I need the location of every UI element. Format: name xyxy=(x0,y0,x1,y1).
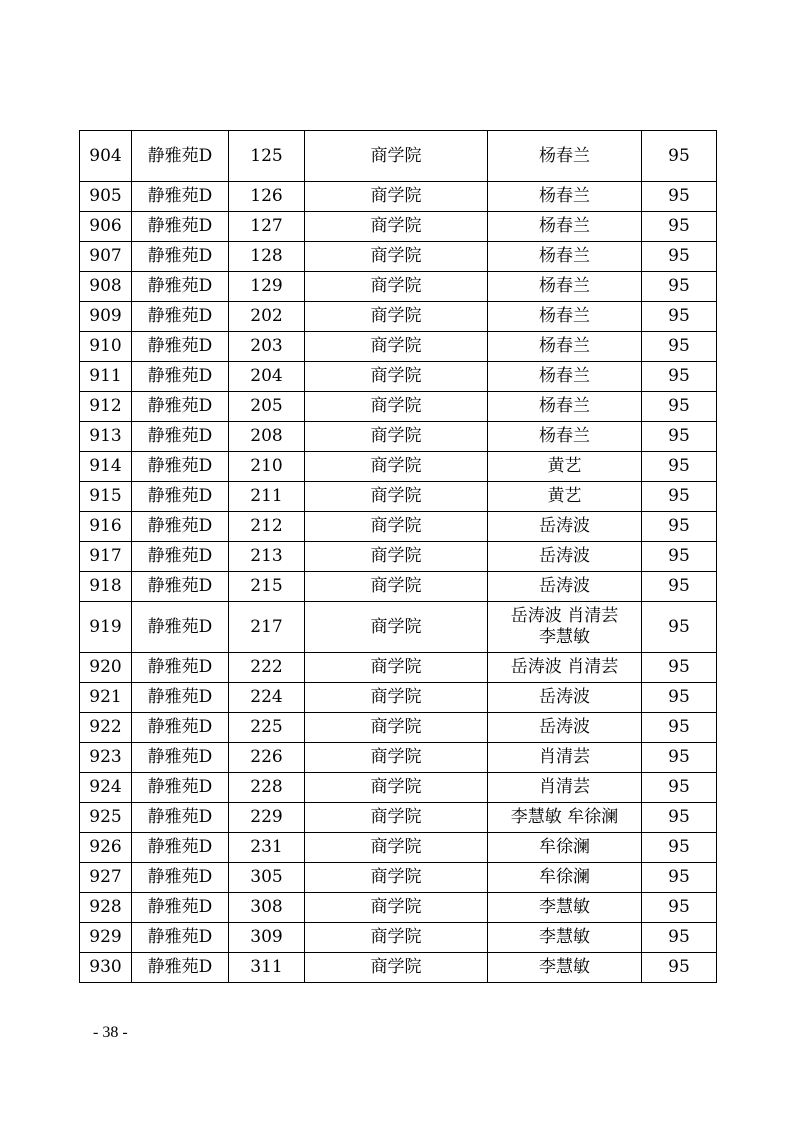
college-cell: 商学院 xyxy=(305,602,488,653)
score-cell: 95 xyxy=(642,743,717,773)
room-cell: 215 xyxy=(229,572,305,602)
row-number-cell: 914 xyxy=(80,452,132,482)
building-cell: 静雅苑D xyxy=(132,242,229,272)
row-number-cell: 924 xyxy=(80,773,132,803)
teacher-cell: 杨春兰 xyxy=(488,392,642,422)
table-row xyxy=(80,602,717,653)
room-cell: 208 xyxy=(229,422,305,452)
college-cell: 商学院 xyxy=(305,512,488,542)
row-number-cell: 929 xyxy=(80,923,132,953)
building-cell: 静雅苑D xyxy=(132,953,229,983)
score-cell: 95 xyxy=(642,953,717,983)
room-cell: 205 xyxy=(229,392,305,422)
table-row xyxy=(80,953,717,983)
building-cell: 静雅苑D xyxy=(132,743,229,773)
room-cell: 202 xyxy=(229,302,305,332)
room-cell: 212 xyxy=(229,512,305,542)
score-cell: 95 xyxy=(642,653,717,683)
teacher-cell: 杨春兰 xyxy=(488,242,642,272)
score-cell: 95 xyxy=(642,242,717,272)
table-row xyxy=(80,272,717,302)
table-row xyxy=(80,803,717,833)
college-cell: 商学院 xyxy=(305,743,488,773)
college-cell: 商学院 xyxy=(305,803,488,833)
score-cell: 95 xyxy=(642,773,717,803)
teacher-cell: 牟徐澜 xyxy=(488,833,642,863)
score-cell: 95 xyxy=(642,602,717,653)
row-number-cell: 922 xyxy=(80,713,132,743)
table-row xyxy=(80,482,717,512)
teacher-cell: 李慧敏 牟徐澜 xyxy=(488,803,642,833)
row-number-cell: 904 xyxy=(80,131,132,182)
table-row xyxy=(80,392,717,422)
score-cell: 95 xyxy=(642,422,717,452)
building-cell: 静雅苑D xyxy=(132,212,229,242)
building-cell: 静雅苑D xyxy=(132,863,229,893)
college-cell: 商学院 xyxy=(305,422,488,452)
building-cell: 静雅苑D xyxy=(132,332,229,362)
college-cell: 商学院 xyxy=(305,773,488,803)
college-cell: 商学院 xyxy=(305,863,488,893)
room-cell: 213 xyxy=(229,542,305,572)
room-cell: 125 xyxy=(229,131,305,182)
table-row xyxy=(80,653,717,683)
building-cell: 静雅苑D xyxy=(132,482,229,512)
row-number-cell: 917 xyxy=(80,542,132,572)
row-number-cell: 910 xyxy=(80,332,132,362)
teacher-cell: 肖清芸 xyxy=(488,773,642,803)
college-cell: 商学院 xyxy=(305,302,488,332)
room-cell: 204 xyxy=(229,362,305,392)
building-cell: 静雅苑D xyxy=(132,302,229,332)
table-row xyxy=(80,893,717,923)
table-row xyxy=(80,683,717,713)
room-cell: 226 xyxy=(229,743,305,773)
table-body xyxy=(80,131,717,983)
teacher-cell: 杨春兰 xyxy=(488,332,642,362)
building-cell: 静雅苑D xyxy=(132,272,229,302)
score-cell: 95 xyxy=(642,272,717,302)
table-row xyxy=(80,422,717,452)
room-cell: 210 xyxy=(229,452,305,482)
room-cell: 229 xyxy=(229,803,305,833)
building-cell: 静雅苑D xyxy=(132,542,229,572)
teacher-cell: 李慧敏 xyxy=(488,923,642,953)
room-cell: 311 xyxy=(229,953,305,983)
college-cell: 商学院 xyxy=(305,242,488,272)
row-number-cell: 911 xyxy=(80,362,132,392)
row-number-cell: 920 xyxy=(80,653,132,683)
college-cell: 商学院 xyxy=(305,332,488,362)
teacher-line: 岳涛波 肖清芸 xyxy=(510,606,619,626)
college-cell: 商学院 xyxy=(305,572,488,602)
score-cell: 95 xyxy=(642,131,717,182)
teacher-cell: 杨春兰 xyxy=(488,362,642,392)
table-row xyxy=(80,743,717,773)
teacher-cell: 岳涛波 xyxy=(488,713,642,743)
room-cell: 309 xyxy=(229,923,305,953)
row-number-cell: 928 xyxy=(80,893,132,923)
score-cell: 95 xyxy=(642,572,717,602)
row-number-cell: 919 xyxy=(80,602,132,653)
table-row xyxy=(80,833,717,863)
college-cell: 商学院 xyxy=(305,683,488,713)
table-row xyxy=(80,131,717,182)
row-number-cell: 908 xyxy=(80,272,132,302)
table-row xyxy=(80,773,717,803)
teacher-cell: 李慧敏 xyxy=(488,953,642,983)
table-row xyxy=(80,542,717,572)
college-cell: 商学院 xyxy=(305,182,488,212)
score-cell: 95 xyxy=(642,362,717,392)
score-cell: 95 xyxy=(642,452,717,482)
teacher-cell: 黄艺 xyxy=(488,452,642,482)
room-cell: 129 xyxy=(229,272,305,302)
building-cell: 静雅苑D xyxy=(132,182,229,212)
college-cell: 商学院 xyxy=(305,923,488,953)
table-row xyxy=(80,863,717,893)
teacher-cell: 杨春兰 xyxy=(488,212,642,242)
college-cell: 商学院 xyxy=(305,212,488,242)
teacher-cell: 岳涛波 xyxy=(488,542,642,572)
row-number-cell: 905 xyxy=(80,182,132,212)
row-number-cell: 925 xyxy=(80,803,132,833)
teacher-cell: 黄艺 xyxy=(488,482,642,512)
college-cell: 商学院 xyxy=(305,392,488,422)
teacher-line: 李慧敏 xyxy=(539,627,590,647)
teacher-cell: 杨春兰 xyxy=(488,272,642,302)
row-number-cell: 906 xyxy=(80,212,132,242)
building-cell: 静雅苑D xyxy=(132,512,229,542)
row-number-cell: 916 xyxy=(80,512,132,542)
row-number-cell: 923 xyxy=(80,743,132,773)
table-row xyxy=(80,182,717,212)
college-cell: 商学院 xyxy=(305,893,488,923)
table-row xyxy=(80,512,717,542)
college-cell: 商学院 xyxy=(305,482,488,512)
college-cell: 商学院 xyxy=(305,953,488,983)
teacher-cell: 岳涛波 肖清芸 xyxy=(488,653,642,683)
building-cell: 静雅苑D xyxy=(132,653,229,683)
row-number-cell: 930 xyxy=(80,953,132,983)
teacher-cell: 肖清芸 xyxy=(488,743,642,773)
table-row xyxy=(80,923,717,953)
teacher-cell: 李慧敏 xyxy=(488,893,642,923)
building-cell: 静雅苑D xyxy=(132,392,229,422)
room-cell: 128 xyxy=(229,242,305,272)
room-cell: 203 xyxy=(229,332,305,362)
college-cell: 商学院 xyxy=(305,713,488,743)
building-cell: 静雅苑D xyxy=(132,893,229,923)
row-number-cell: 918 xyxy=(80,572,132,602)
room-cell: 126 xyxy=(229,182,305,212)
row-number-cell: 927 xyxy=(80,863,132,893)
room-cell: 211 xyxy=(229,482,305,512)
teacher-cell: 岳涛波 xyxy=(488,512,642,542)
college-cell: 商学院 xyxy=(305,362,488,392)
college-cell: 商学院 xyxy=(305,131,488,182)
table-row xyxy=(80,302,717,332)
score-cell: 95 xyxy=(642,512,717,542)
row-number-cell: 913 xyxy=(80,422,132,452)
score-cell: 95 xyxy=(642,182,717,212)
building-cell: 静雅苑D xyxy=(132,833,229,863)
row-number-cell: 926 xyxy=(80,833,132,863)
score-cell: 95 xyxy=(642,212,717,242)
building-cell: 静雅苑D xyxy=(132,713,229,743)
room-cell: 228 xyxy=(229,773,305,803)
row-number-cell: 921 xyxy=(80,683,132,713)
score-cell: 95 xyxy=(642,302,717,332)
score-cell: 95 xyxy=(642,713,717,743)
college-cell: 商学院 xyxy=(305,833,488,863)
score-cell: 95 xyxy=(642,332,717,362)
teacher-cell: 杨春兰 xyxy=(488,302,642,332)
teacher-cell: 杨春兰 xyxy=(488,422,642,452)
teacher-cell: 岳涛波 xyxy=(488,683,642,713)
teacher-cell: 牟徐澜 xyxy=(488,863,642,893)
table-row xyxy=(80,713,717,743)
building-cell: 静雅苑D xyxy=(132,803,229,833)
teacher-cell: 杨春兰 xyxy=(488,182,642,212)
teacher-cell xyxy=(488,602,642,653)
college-cell: 商学院 xyxy=(305,272,488,302)
college-cell: 商学院 xyxy=(305,452,488,482)
table-row xyxy=(80,242,717,272)
room-cell: 225 xyxy=(229,713,305,743)
teacher-cell: 岳涛波 xyxy=(488,572,642,602)
table-row xyxy=(80,362,717,392)
room-cell: 127 xyxy=(229,212,305,242)
score-cell: 95 xyxy=(642,833,717,863)
room-cell: 222 xyxy=(229,653,305,683)
row-number-cell: 909 xyxy=(80,302,132,332)
building-cell: 静雅苑D xyxy=(132,923,229,953)
score-cell: 95 xyxy=(642,803,717,833)
college-cell: 商学院 xyxy=(305,653,488,683)
building-cell: 静雅苑D xyxy=(132,572,229,602)
score-cell: 95 xyxy=(642,392,717,422)
score-cell: 95 xyxy=(642,482,717,512)
row-number-cell: 915 xyxy=(80,482,132,512)
building-cell: 静雅苑D xyxy=(132,362,229,392)
row-number-cell: 907 xyxy=(80,242,132,272)
room-cell: 231 xyxy=(229,833,305,863)
row-number-cell: 912 xyxy=(80,392,132,422)
building-cell: 静雅苑D xyxy=(132,131,229,182)
dormitory-table xyxy=(79,130,717,983)
room-cell: 224 xyxy=(229,683,305,713)
building-cell: 静雅苑D xyxy=(132,683,229,713)
building-cell: 静雅苑D xyxy=(132,452,229,482)
building-cell: 静雅苑D xyxy=(132,422,229,452)
score-cell: 95 xyxy=(642,542,717,572)
college-cell: 商学院 xyxy=(305,542,488,572)
room-cell: 308 xyxy=(229,893,305,923)
building-cell: 静雅苑D xyxy=(132,602,229,653)
room-cell: 217 xyxy=(229,602,305,653)
table-row xyxy=(80,452,717,482)
score-cell: 95 xyxy=(642,683,717,713)
table-row xyxy=(80,212,717,242)
score-cell: 95 xyxy=(642,863,717,893)
score-cell: 95 xyxy=(642,893,717,923)
room-cell: 305 xyxy=(229,863,305,893)
table-row xyxy=(80,572,717,602)
building-cell: 静雅苑D xyxy=(132,773,229,803)
teacher-cell: 杨春兰 xyxy=(488,131,642,182)
score-cell: 95 xyxy=(642,923,717,953)
page-number: - 38 - xyxy=(93,1024,128,1041)
table-row xyxy=(80,332,717,362)
